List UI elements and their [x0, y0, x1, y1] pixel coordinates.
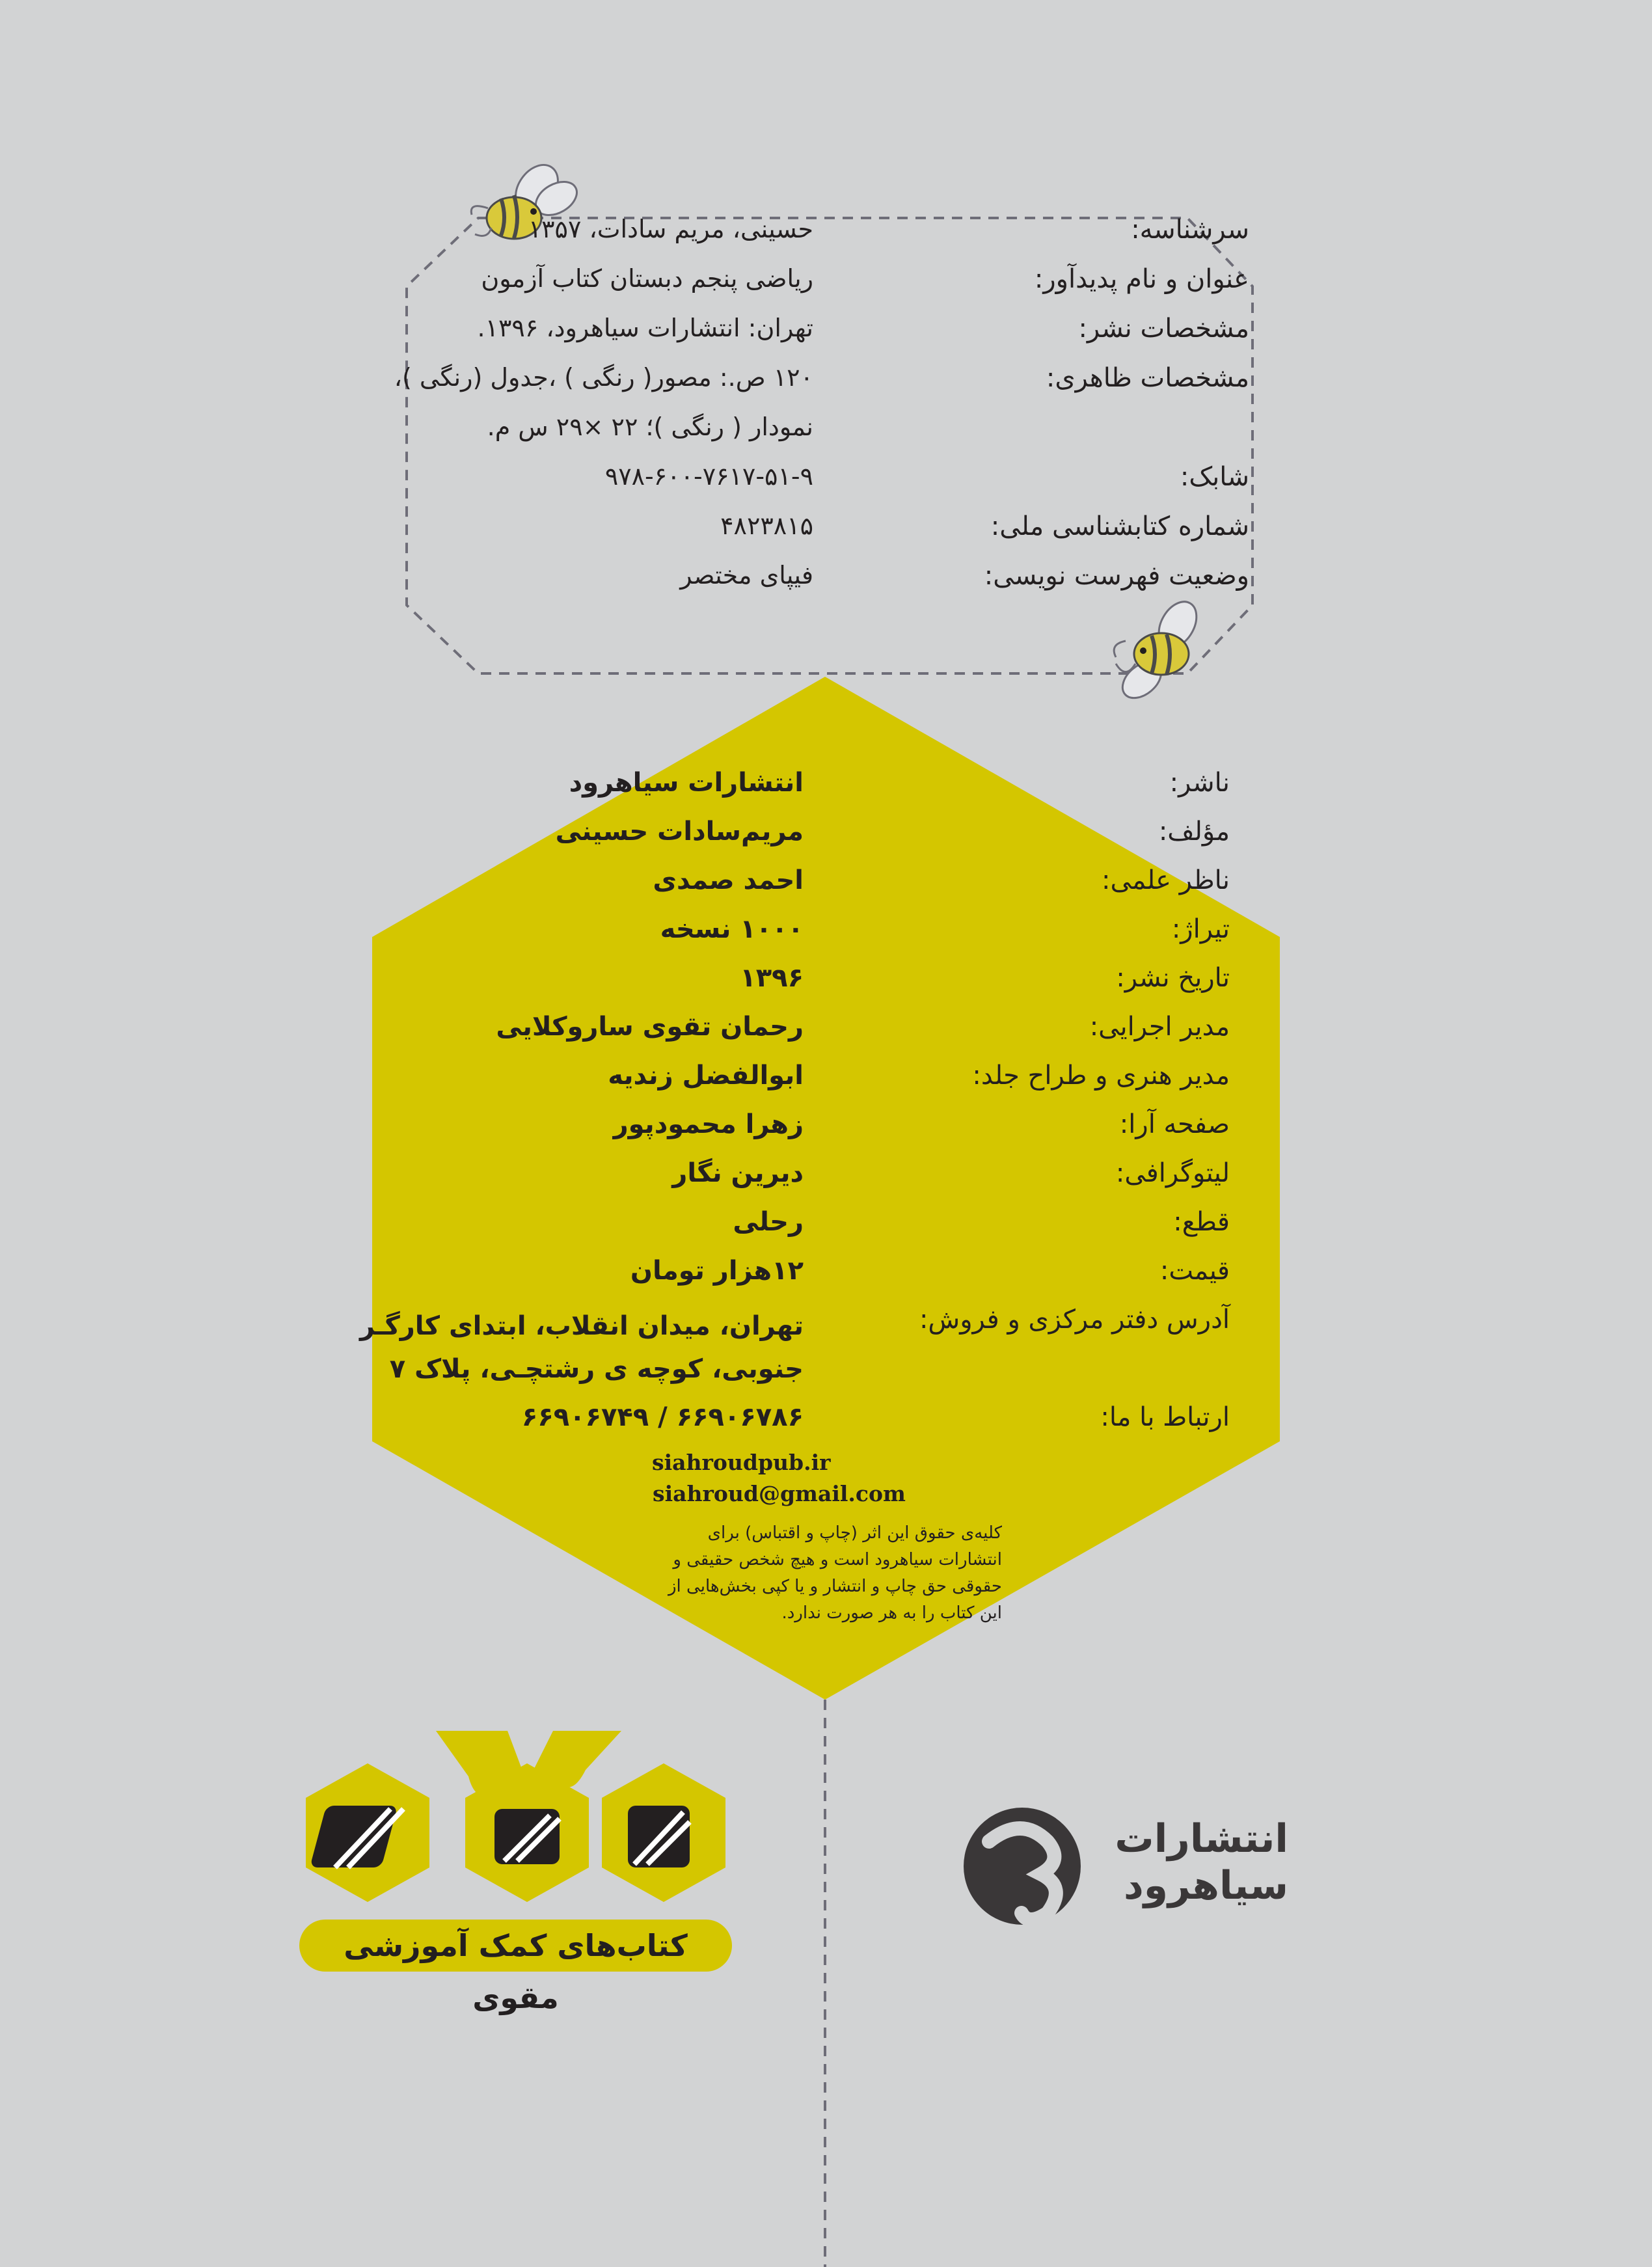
cip-label: مشخصات ظاهری:	[1046, 363, 1249, 393]
cip-label: مشخصات نشر:	[1078, 314, 1249, 344]
credit-label: تاریخ نشر:	[1116, 963, 1230, 993]
credit-value: ۱۲هزار تومان	[630, 1256, 804, 1286]
series-banner-text: کتاب‌های کمک آموزشی مقوی	[344, 1928, 688, 2015]
credit-row	[364, 1061, 1230, 1109]
credit-value: انتشارات سیاهرود	[569, 768, 804, 798]
credit-label: ناشر:	[1169, 768, 1230, 798]
credit-value: رحمان تقوی ساروکلایی	[496, 1012, 804, 1042]
publisher-logo-icon	[964, 1808, 1081, 1925]
copyright-line: این کتاب را به هر صورت ندارد.	[781, 1603, 1002, 1623]
credit-label: قیمت:	[1159, 1256, 1230, 1286]
address-label: آدرس دفتر مرکزی و فروش:	[919, 1305, 1230, 1335]
cip-row	[403, 314, 1249, 363]
credit-row	[364, 1158, 1230, 1207]
cip-row	[403, 264, 1249, 314]
cip-label: شماره کتابشناسی ملی:	[990, 511, 1249, 541]
credit-value: احمد صمدی	[653, 865, 804, 895]
copyright-line: انتشارات سیاهرود است و هیچ شخص حقیقی و	[673, 1550, 1002, 1569]
credit-label: قطع:	[1173, 1207, 1230, 1237]
credit-row	[364, 817, 1230, 865]
credit-row	[364, 1207, 1230, 1256]
cip-value: ۴۸۲۳۸۱۵	[720, 511, 813, 540]
cip-row	[403, 511, 1249, 561]
bee-icon	[1114, 595, 1204, 705]
credit-value: ابوالفضل زندیه	[608, 1061, 804, 1091]
catalog-info	[394, 215, 1249, 610]
address-line: تهران، میدان انقلاب، ابتدای کارگـر	[359, 1311, 804, 1341]
address-line: جنوبی، کوچه ی رشتچـی، پلاک ۷	[389, 1354, 804, 1384]
publisher-name-line: انتشارات	[1115, 1816, 1288, 1862]
contact-label: ارتباط با ما:	[1100, 1402, 1230, 1432]
credit-label: صفحه آرا:	[1119, 1109, 1230, 1139]
cip-value: نمودار ( رنگی )؛ ۲۲ ×۲۹ س م.	[487, 413, 813, 441]
cip-value: تهران: انتشارات سیاهرود، ۱۳۹۶.	[477, 314, 813, 342]
cip-row	[394, 363, 1249, 413]
cip-row	[403, 462, 1249, 511]
credit-row	[364, 1256, 1230, 1305]
cip-value: ریاضی پنجم دبستان کتاب آزمون	[481, 264, 813, 293]
credit-label: ناظر علمی:	[1102, 865, 1230, 895]
cip-row	[403, 561, 1249, 610]
credit-value: ۱۳۹۶	[740, 963, 804, 993]
credit-label: مدیر هنری و طراح جلد:	[972, 1061, 1230, 1091]
credit-row	[364, 963, 1230, 1012]
credit-label: لیتوگرافی:	[1115, 1158, 1230, 1188]
email-link[interactable]: siahroud@gmail.com	[653, 1481, 906, 1506]
copyright-line: کلیه‌ی حقوق این اثر (چاپ و اقتباس) برای	[707, 1523, 1002, 1543]
address-value	[360, 1305, 804, 1391]
credit-value: ۱۰۰۰ نسخه	[660, 914, 804, 944]
phone-numbers: ۶۶۹۰۶۷۸۶ / ۶۶۹۰۶۷۴۹	[521, 1402, 804, 1432]
cip-value: فیپای مختصر	[680, 561, 813, 590]
copyright-line: حقوقی حق چاپ و انتشار و یا کپی بخش‌هایی از	[668, 1577, 1002, 1596]
cip-value: ۹۷۸-۶۰۰-۷۶۱۷-۵۱-۹	[604, 462, 813, 491]
credit-value: مریم‌سادات حسینی	[555, 817, 804, 847]
credit-value: زهرا محمودپور	[613, 1109, 804, 1139]
contact-row	[364, 1402, 1230, 1451]
copyright-notice	[651, 1520, 1002, 1627]
cip-label: وضعیت فهرست نویسی:	[984, 561, 1249, 591]
credit-row	[364, 914, 1230, 963]
cip-label: عنوان و نام پدیدآور:	[1034, 264, 1249, 294]
credit-row	[364, 865, 1230, 914]
cip-label: شابک:	[1180, 462, 1249, 492]
credit-label: مدیر اجرایی:	[1089, 1012, 1230, 1042]
website-link[interactable]: siahroudpub.ir	[652, 1450, 831, 1475]
credits-list	[359, 768, 1230, 1451]
cip-value: حسینی، مریم سادات، ۱۳۵۷	[528, 215, 813, 243]
publisher-name	[1093, 1815, 1288, 1909]
credit-label: تیراژ:	[1171, 914, 1230, 944]
credit-value: دیرین نگار	[672, 1158, 804, 1188]
cip-row	[403, 215, 1249, 264]
cip-value: ۱۲۰ ص.: مصور( رنگی ) ،جدول (رنگی )،	[394, 363, 813, 392]
credit-row	[364, 1012, 1230, 1061]
credit-label: مؤلف:	[1158, 817, 1230, 847]
cip-row	[403, 413, 1249, 462]
address-row	[359, 1305, 1230, 1402]
cip-label: سرشناسه:	[1131, 215, 1249, 245]
publisher-name-line: سیاهرود	[1123, 1863, 1288, 1908]
credit-row	[364, 768, 1230, 817]
credit-row	[364, 1109, 1230, 1158]
credit-value: رحلی	[733, 1207, 804, 1237]
